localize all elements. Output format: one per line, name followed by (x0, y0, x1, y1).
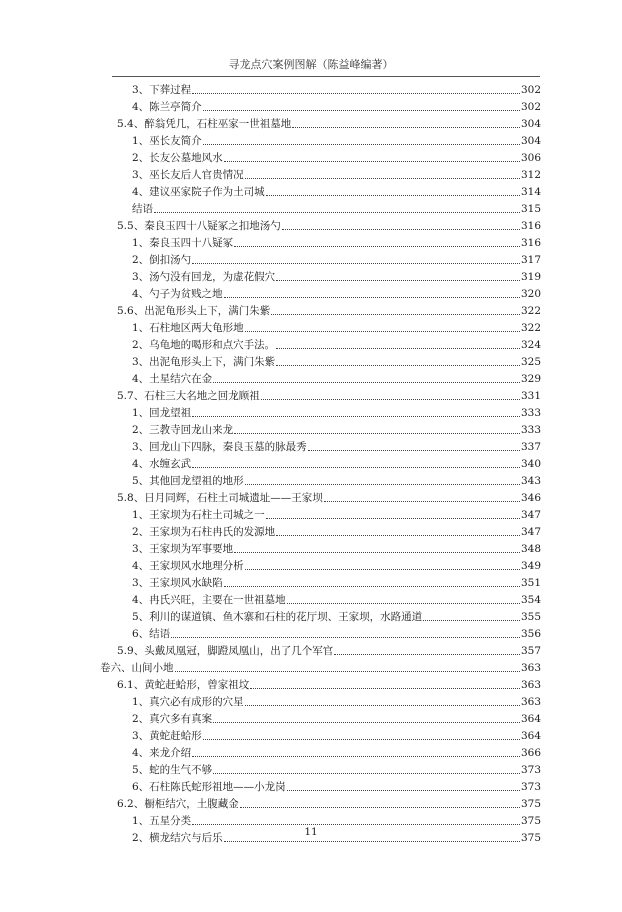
toc-entry[interactable] (132, 474, 541, 488)
toc-leader-dots (308, 440, 520, 451)
toc-leader-dots (234, 542, 520, 553)
toc-leader-dots (245, 474, 520, 485)
toc-entry-page: 337 (520, 441, 541, 453)
toc-entry[interactable] (132, 746, 541, 760)
toc-entry-page: 304 (520, 135, 541, 147)
toc-leader-dots (192, 746, 520, 757)
toc-entry-page: 322 (520, 322, 541, 334)
toc-entry[interactable] (132, 372, 541, 386)
toc-leader-dots (266, 508, 520, 519)
toc-entry-page: 355 (520, 611, 541, 623)
toc-entry[interactable] (132, 508, 541, 522)
toc-entry[interactable] (132, 321, 541, 335)
toc-leader-dots (192, 814, 520, 825)
toc-entry-label: 5、利川的谋道镇、鱼木寨和石柱的花厅坝、王家坝，水路通道 (132, 611, 423, 623)
toc-entry-label: 4、冉氏兴旺，主要在一世祖墓地 (132, 594, 286, 606)
toc-entry[interactable] (132, 83, 541, 97)
toc-entry-label: 4、来龙介绍 (132, 747, 192, 759)
toc-entry-page: 322 (520, 305, 541, 317)
toc-leader-dots (245, 168, 520, 179)
toc-leader-dots (276, 525, 520, 536)
toc-entry[interactable] (132, 168, 541, 182)
toc-leader-dots (266, 185, 520, 196)
toc-entry[interactable] (100, 661, 541, 675)
toc-leader-dots (282, 219, 520, 230)
toc-entry[interactable] (132, 423, 541, 437)
toc-entry-label: 1、回龙望祖 (132, 407, 192, 419)
toc-entry-label: 3、黄蛇赶蛤形 (132, 730, 202, 742)
toc-entry-page: 304 (520, 118, 541, 130)
toc-leader-dots (192, 457, 520, 468)
toc-entry-page: 375 (520, 832, 541, 844)
toc-leader-dots (224, 151, 520, 162)
toc-entry[interactable] (132, 406, 541, 420)
toc-entry-page: 351 (520, 577, 541, 589)
toc-leader-dots (423, 610, 520, 621)
toc-entry-page: 357 (520, 645, 541, 657)
toc-entry-page: 346 (520, 492, 541, 504)
toc-entry[interactable] (117, 304, 541, 318)
toc-entry-page: 347 (520, 526, 541, 538)
toc-entry-page: 316 (520, 220, 541, 232)
toc-entry-page: 314 (520, 186, 541, 198)
toc-leader-dots (240, 797, 520, 808)
toc-entry-label: 1、秦良玉四十八疑冢 (132, 237, 234, 249)
toc-entry-label: 2、倒扣汤勺 (132, 254, 192, 266)
toc-leader-dots (261, 389, 520, 400)
toc-entry-label: 5、蛇的生气不够 (132, 764, 213, 776)
toc-entry-page: 316 (520, 237, 541, 249)
toc-entry-page: 317 (520, 254, 541, 266)
page-header: 寻龙点穴案例图解（陈益峰编著） (228, 58, 394, 71)
toc-entry-label: 6、石柱陈氏蛇形祖地——小龙岗 (132, 781, 286, 793)
toc-leader-dots (245, 321, 520, 332)
toc-leader-dots (276, 270, 520, 281)
toc-entry-page: 333 (520, 424, 541, 436)
toc-entry-page: 331 (520, 390, 541, 402)
toc-leader-dots (192, 253, 520, 264)
toc-entry[interactable] (132, 559, 541, 573)
toc-leader-dots (224, 576, 520, 587)
toc-entry[interactable] (132, 253, 541, 267)
toc-entry-label: 5.6、出泥龟形头上下，满门朱紫 (117, 305, 271, 317)
toc-entry-page: 348 (520, 543, 541, 555)
toc-entry[interactable] (117, 117, 541, 131)
toc-leader-dots (276, 338, 520, 349)
toc-entry-label: 3、下葬过程 (132, 84, 192, 96)
toc-entry-page: 366 (520, 747, 541, 759)
toc-leader-dots (276, 355, 520, 366)
toc-entry[interactable] (132, 134, 541, 148)
toc-entry-label: 3、汤勺没有回龙，为虚花假穴 (132, 271, 276, 283)
toc-entry-label: 2、横龙结穴与后乐 (132, 832, 223, 844)
toc-entry-page: 356 (520, 628, 541, 640)
toc-entry[interactable] (117, 491, 541, 505)
toc-entry-label: 5.5、秦良玉四十八疑冢之扣地汤勺 (117, 220, 281, 232)
toc-leader-dots (203, 134, 520, 145)
toc-entry-label: 5.4、醉翁凭几，石柱巫家一世祖墓地 (117, 118, 292, 130)
toc-entry[interactable] (132, 185, 541, 199)
toc-entry-page: 364 (520, 713, 541, 725)
toc-entry-page: 340 (520, 458, 541, 470)
toc-leader-dots (224, 287, 520, 298)
toc-entry[interactable] (117, 219, 541, 233)
toc-entry-label: 1、五星分类 (132, 815, 192, 827)
toc-leader-dots (213, 763, 520, 774)
toc-entry-label: 3、王家坝为军事要地 (132, 543, 234, 555)
toc-entry[interactable] (132, 338, 541, 352)
toc-entry-page: 306 (520, 152, 541, 164)
toc-entry-label: 4、土星结穴在金 (132, 373, 213, 385)
toc-entry-label: 6、结语 (132, 628, 171, 640)
toc-entry[interactable] (132, 236, 541, 250)
toc-entry-page: 319 (520, 271, 541, 283)
toc-entry[interactable] (132, 695, 541, 709)
toc-entry-page: 363 (520, 679, 541, 691)
toc-entry[interactable] (132, 100, 541, 114)
toc-leader-dots (203, 729, 520, 740)
toc-entry[interactable] (117, 797, 541, 811)
toc-leader-dots (234, 423, 520, 434)
toc-entry-label: 2、长友公墓地风水 (132, 152, 223, 164)
toc-entry-page: 302 (520, 84, 541, 96)
toc-entry-label: 6.2、橱柜结穴，土腹藏金 (117, 798, 239, 810)
toc-entry-page: 349 (520, 560, 541, 572)
toc-entry-page: 375 (520, 798, 541, 810)
toc-leader-dots (213, 712, 520, 723)
toc-entry[interactable] (132, 627, 541, 641)
toc-entry-label: 2、真穴多有真案 (132, 713, 213, 725)
toc-leader-dots (192, 83, 520, 94)
toc-entry[interactable] (132, 525, 541, 539)
toc-entry-label: 1、石柱地区两大龟形地 (132, 322, 244, 334)
toc-entry-page: 312 (520, 169, 541, 181)
toc-entry-label: 4、王家坝风水地理分析 (132, 560, 244, 572)
toc-entry[interactable] (117, 678, 541, 692)
toc-entry-label: 4、建议巫家院子作为土司城 (132, 186, 265, 198)
toc-entry-label: 结语 (132, 203, 153, 215)
toc-entry[interactable] (132, 610, 541, 624)
toc-leader-dots (234, 236, 520, 247)
toc-leader-dots (245, 559, 520, 570)
toc-entry-label: 3、出泥龟形头上下，满门朱紫 (132, 356, 276, 368)
toc-entry[interactable] (132, 202, 541, 216)
toc-leader-dots (154, 202, 520, 213)
toc-entry-label: 卷六、山间小地 (100, 662, 174, 674)
toc-entry-label: 1、王家坝为石柱土司城之一 (132, 509, 265, 521)
toc-entry-label: 5.8、日月同辉，石柱土司城遗址——王家坝 (117, 492, 323, 504)
toc-entry[interactable] (132, 457, 541, 471)
toc-entry-page: 325 (520, 356, 541, 368)
toc-entry-label: 3、回龙山下四脉，秦良玉墓的脉最秀 (132, 441, 307, 453)
toc-entry[interactable] (132, 576, 541, 590)
page-number: 11 (304, 826, 318, 838)
toc-entry-label: 2、乌龟地的喝形和点穴手法。 (132, 339, 276, 351)
toc-entry[interactable] (132, 270, 541, 284)
header-rule (112, 76, 540, 77)
toc-entry-label: 6.1、黄蛇赶蛤形，曾家祖坟 (117, 679, 250, 691)
toc-entry-label: 5.7、石柱三大名地之回龙顾祖 (117, 390, 260, 402)
toc-leader-dots (203, 100, 520, 111)
toc-entry-label: 2、王家坝为石柱冉氏的发源地 (132, 526, 276, 538)
toc-entry-page: 363 (520, 696, 541, 708)
toc-entry[interactable] (132, 287, 541, 301)
toc-entry-page: 302 (520, 101, 541, 113)
toc-leader-dots (213, 372, 520, 383)
toc-entry-label: 4、水缠玄武 (132, 458, 192, 470)
toc-leader-dots (271, 304, 520, 315)
toc-entry-label: 2、三教寺回龙山来龙 (132, 424, 234, 436)
toc-entry-page: 373 (520, 781, 541, 793)
toc-entry[interactable] (132, 355, 541, 369)
toc-entry-page: 320 (520, 288, 541, 300)
toc-entry-label: 1、巫长友简介 (132, 135, 202, 147)
toc-entry[interactable] (132, 542, 541, 556)
toc-entry-label: 4、陈兰亭简介 (132, 101, 202, 113)
toc-leader-dots (334, 644, 520, 655)
toc-entry-label: 1、真穴必有成形的穴星 (132, 696, 244, 708)
toc-entry[interactable] (132, 593, 541, 607)
toc-entry-page: 315 (520, 203, 541, 215)
toc-entry-label: 5.9、头戴凤凰冠，脚蹬凤凰山，出了几个军官 (117, 645, 334, 657)
toc-entry[interactable] (117, 644, 541, 658)
toc-entry-page: 363 (520, 662, 541, 674)
toc-entry-page: 329 (520, 373, 541, 385)
toc-entry-page: 364 (520, 730, 541, 742)
toc-entry-page: 324 (520, 339, 541, 351)
toc-entry-page: 375 (520, 815, 541, 827)
toc-entry-page: 373 (520, 764, 541, 776)
toc-leader-dots (175, 661, 520, 672)
toc-leader-dots (324, 491, 520, 502)
toc-entry[interactable] (132, 151, 541, 165)
toc-leader-dots (287, 780, 520, 791)
toc-entry[interactable] (117, 389, 541, 403)
toc-entry[interactable] (132, 440, 541, 454)
toc-entry-page: 343 (520, 475, 541, 487)
toc-leader-dots (250, 678, 520, 689)
toc-leader-dots (292, 117, 520, 128)
toc-leader-dots (245, 695, 520, 706)
toc-leader-dots (192, 406, 520, 417)
toc-entry[interactable] (132, 763, 541, 777)
toc-leader-dots (287, 593, 520, 604)
toc-entry[interactable] (132, 729, 541, 743)
toc-entry-label: 3、王家坝风水缺陷 (132, 577, 223, 589)
toc-entry-label: 5、其他回龙望祖的地形 (132, 475, 244, 487)
toc-entry-label: 4、勺子为贫贱之地 (132, 288, 223, 300)
toc-leader-dots (171, 627, 520, 638)
toc-entry-page: 354 (520, 594, 541, 606)
toc-entry[interactable] (132, 780, 541, 794)
toc-entry-label: 3、巫长友后人官贵情况 (132, 169, 244, 181)
toc-entry[interactable] (132, 712, 541, 726)
toc-entry-page: 347 (520, 509, 541, 521)
toc-entry-page: 333 (520, 407, 541, 419)
